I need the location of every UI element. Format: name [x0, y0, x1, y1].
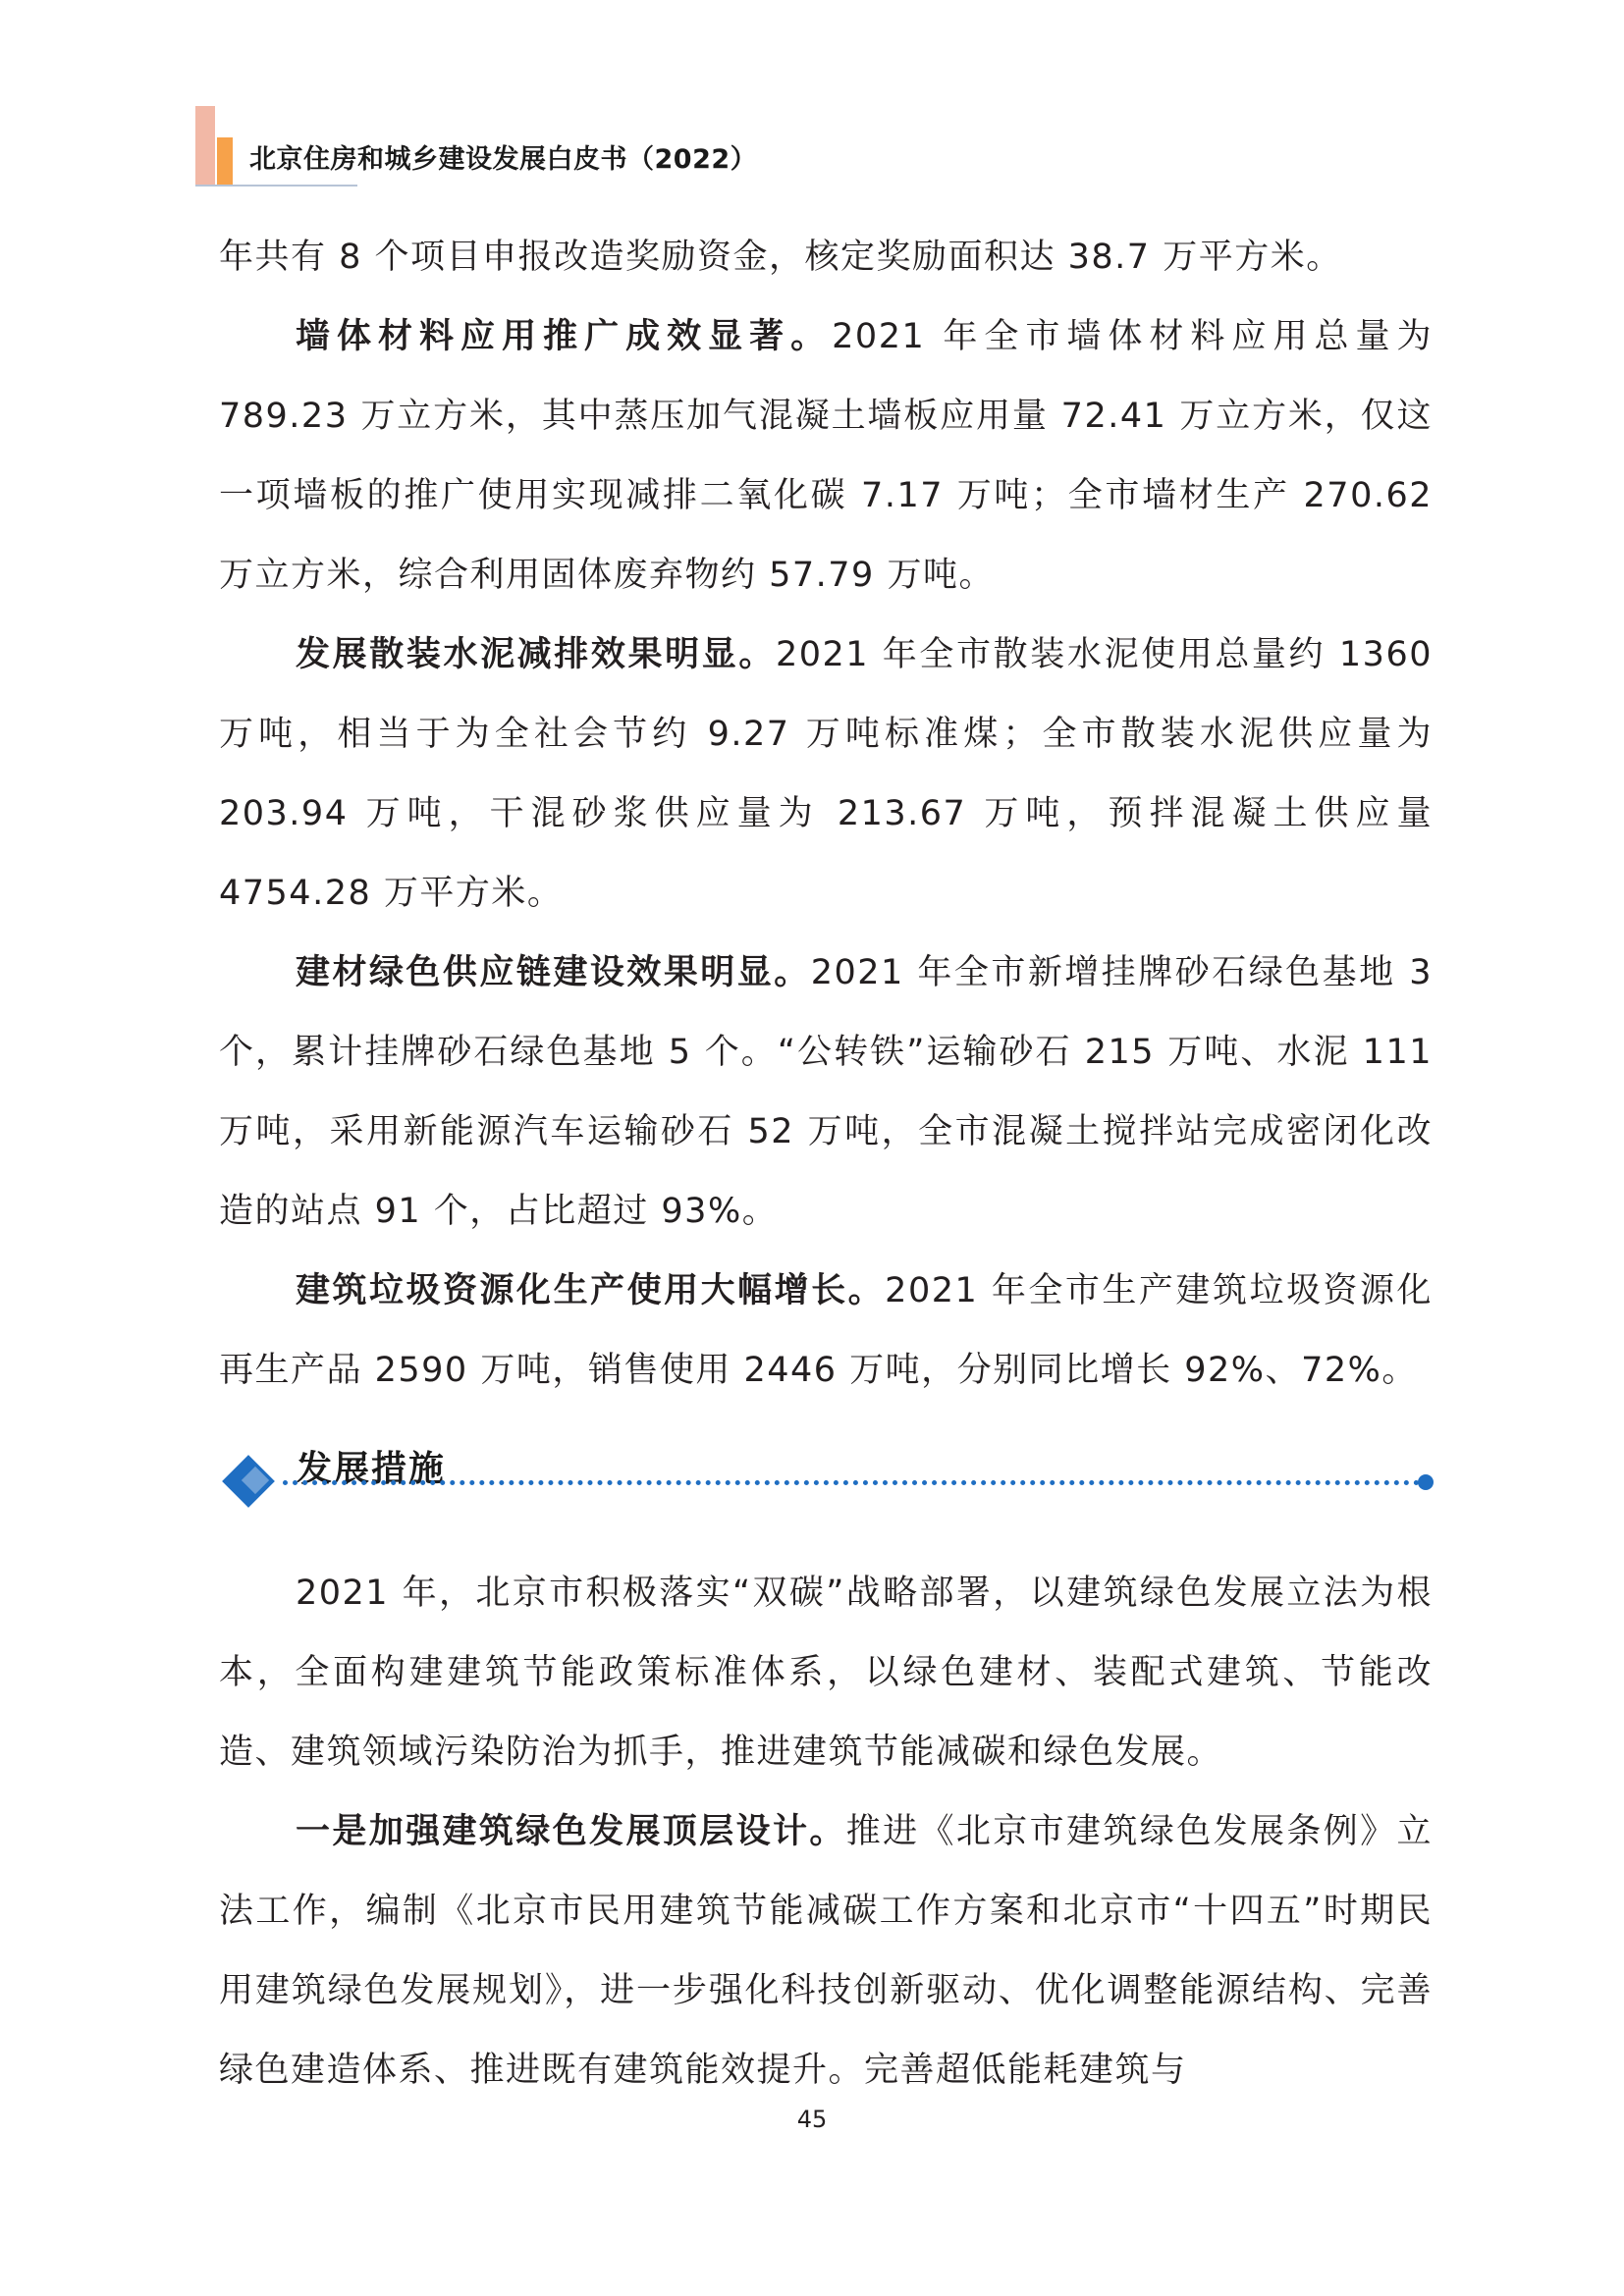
paragraph-lead: 发展散装水泥减排效果明显。 — [296, 635, 776, 674]
paragraph-lead: 建材绿色供应链建设效果明显。 — [296, 953, 811, 992]
header-accent-bar-orange — [217, 137, 233, 187]
paragraph-2 — [219, 615, 1433, 934]
body-text-bottom — [219, 1554, 1433, 2110]
paragraph-lead: 建筑垃圾资源化生产使用大幅增长。 — [296, 1271, 886, 1310]
body-text-top — [219, 218, 1433, 1411]
paragraph-text: 2021 年全市生产建筑垃圾资源化再生产品 2590 万吨，销售使用 2446 万吨，分别同比增长 92%、72%。 — [219, 1271, 1433, 1390]
running-header-title: 北京住房和城乡建设发展白皮书（2022） — [249, 144, 758, 175]
paragraph-text: 推进《北京市建筑绿色发展条例》立法工作，编制《北京市民用建筑节能减碳工作方案和北京市“十四五”时期民用建筑绿色发展规划》，进一步强化科技创新驱动、优化调整能源结构、完善绿色建造体系、推进既有建筑能效提升。完善超低能耗建筑与 — [219, 1812, 1433, 2090]
paragraph-lead: 一是加强建筑绿色发展顶层设计。 — [296, 1812, 846, 1851]
paragraph-3 — [219, 934, 1433, 1252]
section-title: 发展措施 — [297, 1449, 447, 1489]
section-dotted-rule — [283, 1480, 1420, 1485]
section-rule-end-dot — [1418, 1474, 1434, 1490]
paragraph-text: 2021 年全市墙体材料应用总量为 789.23 万立方米，其中蒸压加气混凝土墙板应用量 72.41 万立方米，仅这一项墙板的推广使用实现减排二氧化碳 7.17 万吨；全市墙材生产 270.62 万立方米，综合利用固体废弃物约 57.79 万吨。 — [219, 317, 1433, 595]
paragraph-4 — [219, 1252, 1433, 1411]
paragraph-5 — [219, 1554, 1433, 1792]
paragraph-text: 2021 年全市新增挂牌砂石绿色基地 3 个，累计挂牌砂石绿色基地 5 个。“公转铁”运输砂石 215 万吨、水泥 111 万吨，采用新能源汽车运输砂石 52 万吨，全市混凝土搅拌站完成密闭化改造的站点 91 个，占比超过 93%。 — [219, 953, 1433, 1231]
paragraph-1 — [219, 297, 1433, 615]
page-number: 45 — [796, 2106, 828, 2133]
header-rule — [195, 185, 357, 187]
section-heading — [218, 1441, 1435, 1520]
header-accent-bar-pink — [195, 106, 215, 187]
paragraph-6 — [219, 1792, 1433, 2110]
paragraph-text: 2021 年全市散装水泥使用总量约 1360 万吨，相当于为全社会节约 9.27 万吨标准煤；全市散装水泥供应量为 203.94 万吨，干混砂浆供应量为 213.67 万吨，预拌混凝土供应量 4754.28 万平方米。 — [219, 635, 1433, 913]
paragraph-lead: 墙体材料应用推广成效显著。 — [296, 317, 833, 356]
paragraph-text: 2021 年，北京市积极落实“双碳”战略部署，以建筑绿色发展立法为根本，全面构建建筑节能政策标准体系，以绿色建材、装配式建筑、节能改造、建筑领域污染防治为抓手，推进建筑节能减碳和绿色发展。 — [219, 1574, 1433, 1772]
paragraph-text: 年共有 8 个项目申报改造奖励资金，核定奖励面积达 38.7 万平方米。 — [219, 238, 1342, 277]
paragraph-0 — [219, 218, 1433, 297]
